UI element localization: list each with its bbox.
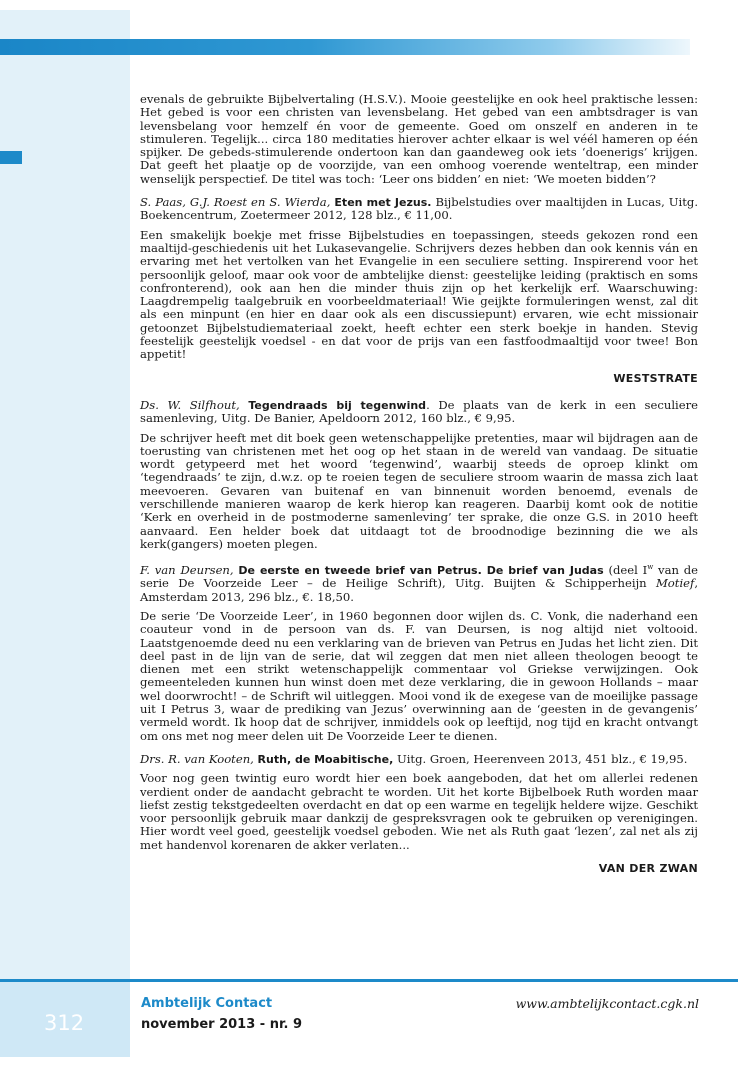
article-body xyxy=(140,93,698,889)
website-url: www.ambtelijkcontact.cgk.nl xyxy=(515,996,699,1011)
book-authors: S. Paas, G.J. Roest en S. Wierda, xyxy=(140,195,331,210)
review-paragraph-1: Een smakelijk boekje met frisse Bijbelstudies en toepassingen, steeds gekozen rond een maaltijd-geschiedenis uit het Lukasevangelie. Schrijvers dezes hebben dan ook kennis ván en ervaring met het vertolken van het Evangelie in een seculiere setting. Inspirerend voor het persoonlijk geloof, maar ook voor de ambtelijke dienst: geestelijke leiding (praktisch en soms confronterend), ook aan hen die minder thuis zijn op het kerkelijk erf. Waarschuwing: Laagdrempelig taalgebruik en voorbeeldmateriaal! Wie geijkte formuleringen wenst, zal dit als een minpunt (en hier en daar ook als een discussiepunt) ervaren, wie echt missionair getoonzet Bijbelstudiemateriaal zoekt, heeft echter een sterk boekje in handen. Stevig feestelijk geestelijk voedsel - en dat voor de prijs van een fastfoodmaaltijd voor twee! Bon appetit! xyxy=(140,227,698,362)
book-details: . De plaats van de kerk in een seculiere samenleving, Uitg. De Banier, Apeldoorn 2012, 160 blz., € 9,95. xyxy=(140,397,698,426)
book-reference-1 xyxy=(140,196,698,223)
book-authors: F. van Deursen, xyxy=(140,563,234,578)
magazine-title: Ambtelijk Contact xyxy=(141,996,273,1011)
book-reference-4 xyxy=(140,753,698,766)
review-paragraph-4: Voor nog geen twintig euro wordt hier een boek aangeboden, dat het om allerlei redenen verdient onder de aandacht gebracht te worden. Uit het korte Bijbelboek Ruth worden maar liefst zestig tekstgedeelten overdacht en dat op een warme en tegelijk heldere wijze. Geschikt voor persoonlijk gebruik maar dankzij de gespreksvragen ook te gebruiken op verenigingen. Hier wordt veel goed, geestelijk voedsel geboden. Wie net als Ruth gaat ‘lezen’, zal net als zij met handenvol korenaren de akker verlaten... xyxy=(140,771,698,852)
review-paragraph-2: De schrijver heeft met dit boek geen wetenschappelijke pretenties, maar wil bijdragen aan de toerusting van christenen met het oog op het staan in de wereld van vandaag. De situatie wordt getypeerd met het woord ‘tegenwind’, waarbij steeds de oproep klinkt om ‘tegendraads’ te zijn, d.w.z. op te roeien tegen de seculiere stroom waarin de massa zich laat meevoeren. Gevaren van buitenaf en van binnenuit worden benoemd, evenals de verschillende manieren waarop de kerk hierop kan reageren. Daarbij komt ook de notitie ‘Kerk en overheid in de postmoderne samenleving’ ter sprake, die onze G.S. in 2010 heeft aanvaard. Een helder boek dat uitdaagt tot de broodnodige bezinning die we als kerk(gangers) moeten plegen. xyxy=(140,430,698,551)
magazine-issue: november 2013 - nr. 9 xyxy=(141,1017,303,1032)
book-title: Eten met Jezus. xyxy=(334,196,432,210)
book-title: Ruth, de Moabitische, xyxy=(257,752,394,766)
book-reference-2 xyxy=(140,399,698,426)
book-reference-3 xyxy=(140,561,698,604)
book-details: van de serie De Voorzeide Leer – de Heilige Schrift), Uitg. Buijten & Schipperheijn xyxy=(140,563,699,591)
signature-van-der-zwan: VAN DER ZWAN xyxy=(598,862,698,875)
book-details-sup: w xyxy=(647,563,654,572)
book-authors: Drs. R. van Kooten, xyxy=(140,751,254,766)
book-details: , Amsterdam 2013, 296 blz., €. 18,50. xyxy=(140,576,698,604)
intro-paragraph: evenals de gebruikte Bijbelvertaling (H.S.V.). Mooie geestelijke en ook heel praktische lessen: Het gebed is voor een christen van levensbelang. Het gebed van een ambtsdrager is van levensbelang voor hemzelf én voor de gemeente. Goed om onszelf en anderen in te stimuleren. Tegelijk... circa 180 meditaties hierover achter elkaar is wel véél hameren op één spijker. De gebeds-stimulerende ondertoon kan dan gaandeweg ook iets ‘doenerigs’ krijgen. Dat geeft het plaatje op de voorzijde, van een omhoog voerende wenteltrap, een minder wenselijk perspectief. De titel was toch: ‘Leer ons bidden’ en niet: ‘We moeten bidden’? xyxy=(140,92,698,186)
book-authors: Ds. W. Silfhout, xyxy=(140,397,240,412)
sidebar-accent-tab xyxy=(0,151,22,164)
book-details: (deel I xyxy=(608,563,648,578)
book-title: Tegendraads bij tegenwind xyxy=(248,398,427,412)
header-gradient-band xyxy=(0,39,690,55)
series-motief: Motief xyxy=(655,576,695,591)
book-details: Bijbelstudies over maaltijden in Lucas, Uitg. Boekencentrum, Zoetermeer 2012, 128 blz., € 11,00. xyxy=(140,195,699,223)
book-details: Uitg. Groen, Heerenveen 2013, 451 blz., € 19,95. xyxy=(396,751,688,766)
book-title: De eerste en tweede brief van Petrus. De brief van Judas xyxy=(238,564,604,578)
page-number: 312 xyxy=(44,1011,85,1035)
review-paragraph-3: De serie ‘De Voorzeide Leer’, in 1960 begonnen door wijlen ds. C. Vonk, die naderhand een coauteur vond in de persoon van ds. F. van Deursen, is nog altijd niet voltooid. Laatstgenoemde deed nu een verklaring van de brieven van Petrus en Judas het licht zien. Dit deel past in de lijn van de serie, dat wil zeggen dat men niet alleen theologen beoogt te dienen met een strikt wetenschappelijk commentaar vol Griekse verwijzingen. Ook gemeenteleden kunnen hun winst doen met deze verklaring, die in gewoon Hollands – maar wel doorwrocht! – de Schrift wil uitleggen. Mooi vond ik de exegese van de moeilijke passage uit I Petrus 3, waar de prediking van Jezus’ overwinning aan de ‘geesten in de gevangenis’ vermeld wordt. Ik hoop dat de schrijver, inmiddels ook op leeftijd, nog tijd en kracht ontvangt om ons met nog meer delen uit De Voorzeide Leer te dienen. xyxy=(140,608,698,743)
signature-weststrate: WESTSTRATE xyxy=(613,371,698,385)
left-sidebar-panel xyxy=(0,10,130,1057)
